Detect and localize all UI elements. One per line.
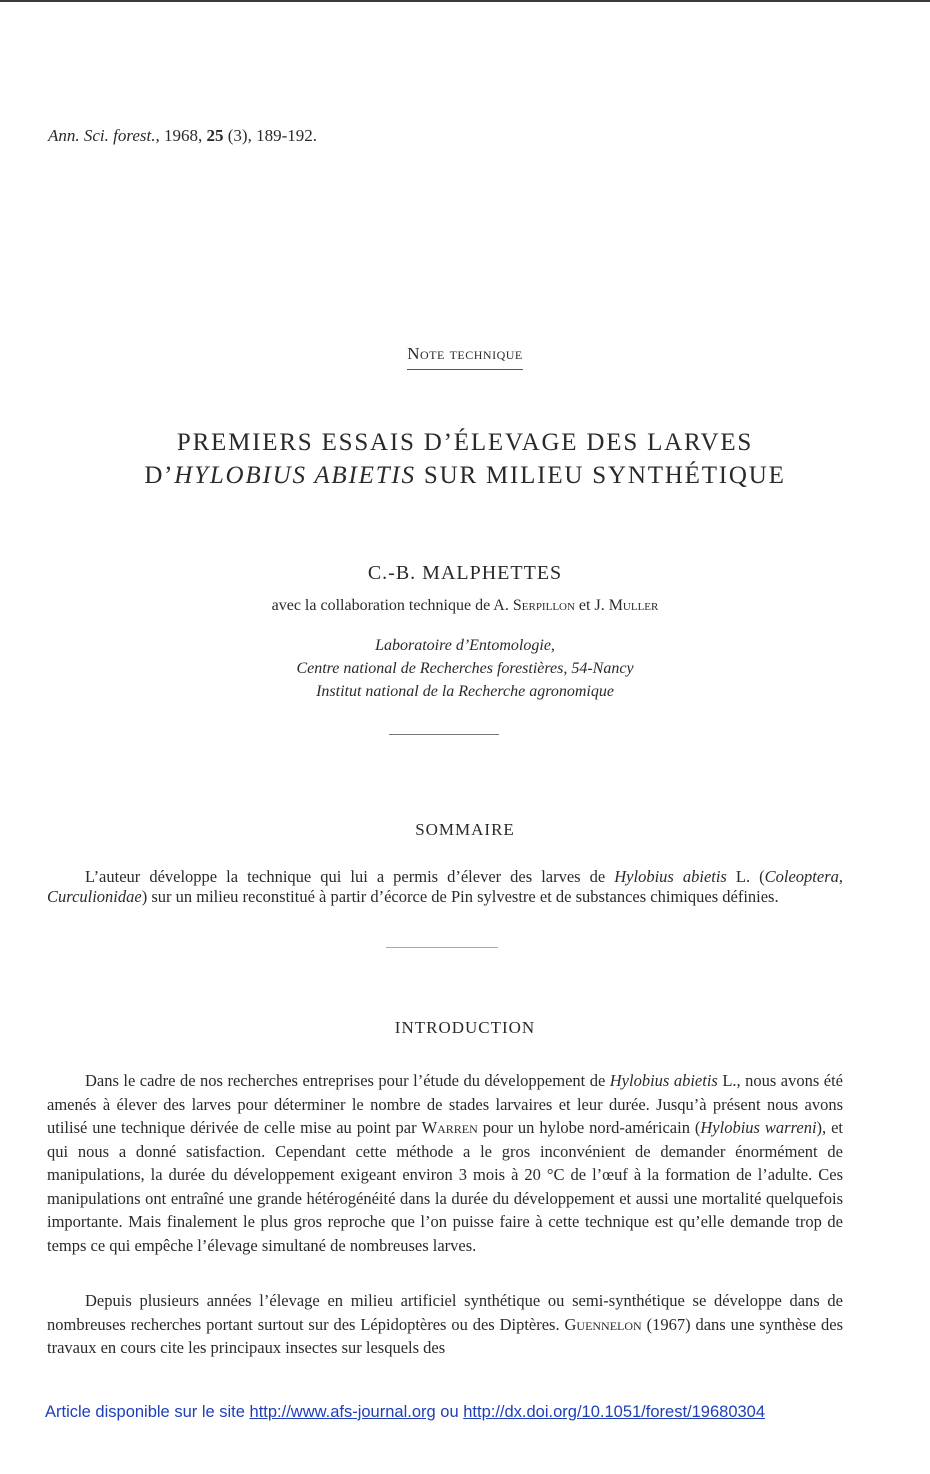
title-line-2-prefix: D’ bbox=[144, 462, 175, 489]
footer-mid: ou bbox=[435, 1403, 464, 1421]
intro-p1-text-2: L., nous avons été amenés à élever des larves pour déterminer le nombre de stades larvaires et leur durée. Jusqu’à présent nous avons utilisé une technique dérivée de celle mise au point par bbox=[47, 1071, 843, 1137]
doi-link[interactable]: http://dx.doi.org/10.1051/forest/19680304 bbox=[463, 1403, 766, 1421]
collab-mid: et J. bbox=[574, 597, 609, 614]
collab-name-2: Muller bbox=[608, 597, 659, 614]
separator-rule bbox=[389, 734, 499, 735]
sommaire-text-1: L’auteur développe la technique qui lui a permis d’élever des larves de bbox=[85, 867, 615, 886]
citation-issue-pages: (3), 189-192. bbox=[223, 126, 317, 145]
footer-prefix: Article disponible sur le site bbox=[45, 1403, 250, 1421]
sommaire-species: Hylobius abietis bbox=[614, 867, 727, 886]
sommaire-taxonomy: Coleoptera, Curculionidae bbox=[47, 867, 843, 906]
note-label bbox=[0, 344, 930, 370]
affiliation-line-1: Laboratoire d’Entomologie, bbox=[375, 637, 555, 654]
title-line-2-suffix: SUR MILIEU SYNTHÉTIQUE bbox=[415, 462, 786, 489]
citation-volume: 25 bbox=[206, 126, 224, 145]
title-species: HYLOBIUS ABIETIS bbox=[174, 462, 416, 489]
journal-name: Ann. Sci. forest. bbox=[48, 126, 156, 145]
affiliation bbox=[0, 634, 930, 703]
intro-p1-species: Hylobius abietis bbox=[609, 1071, 718, 1090]
note-label-text: Note technique bbox=[407, 344, 523, 370]
separator-rule bbox=[386, 947, 498, 948]
introduction-paragraph-2 bbox=[47, 1289, 843, 1360]
collab-prefix: avec la collaboration technique de A. bbox=[271, 597, 513, 614]
paper-title bbox=[0, 426, 930, 492]
affiliation-line-2: Centre national de Recherches forestières, 54-Nancy bbox=[296, 660, 634, 677]
intro-p2-author-guennelon: Guennelon bbox=[564, 1314, 642, 1334]
collab-name-1: Serpillon bbox=[512, 597, 575, 614]
journal-site-link[interactable]: http://www.afs-journal.org bbox=[249, 1403, 436, 1421]
intro-p1-text-1: Dans le cadre de nos recherches entreprises pour l’étude du développement de bbox=[85, 1071, 610, 1090]
top-border-rule bbox=[0, 0, 930, 2]
intro-p1-species-2: Hylobius warreni bbox=[700, 1118, 817, 1137]
intro-p1-author-warren: Warren bbox=[421, 1118, 478, 1137]
sommaire-text-2: L. ( bbox=[726, 867, 765, 886]
affiliation-line-3: Institut national de la Recherche agronomique bbox=[316, 683, 614, 700]
journal-citation bbox=[48, 126, 317, 146]
citation-year: , 1968, bbox=[155, 126, 207, 145]
availability-footer bbox=[45, 1403, 765, 1422]
sommaire-paragraph bbox=[47, 867, 843, 907]
title-line-1: PREMIERS ESSAIS D’ÉLEVAGE DES LARVES bbox=[176, 429, 754, 456]
collaboration-line bbox=[0, 597, 930, 615]
sommaire-text-3: ) sur un milieu reconstitué à partir d’écorce de Pin sylvestre et de substances chimiques définies. bbox=[141, 887, 779, 906]
intro-p2-text-2: (1967) dans une synthèse des travaux en cours cite les principaux insectes sur lesquels des bbox=[47, 1314, 843, 1357]
introduction-heading: INTRODUCTION bbox=[394, 1018, 536, 1037]
intro-p1-text-4: ), et qui nous a donné satisfaction. Cependant cette méthode a le gros inconvénient de demander énormément de manipulations, la durée du développement exigeant environ 3 mois à 20 °C de l’œuf à la formation de l’adulte. Ces manipulations ont entraîné une grande hétérogénéité dans la durée du développement et aussi une mortalité quelquefois importante. Mais finalement le plus gros reproche que l’on puisse faire à cette technique est qu’elle demande trop de temps ce qui empêche l’élevage simultané de nombreuses larves. bbox=[47, 1118, 844, 1255]
sommaire-heading: SOMMAIRE bbox=[415, 820, 515, 839]
introduction-paragraph-1 bbox=[47, 1069, 843, 1257]
author-name: C.-B. MALPHETTES bbox=[367, 562, 563, 584]
intro-p1-text-3: pour un hylobe nord-américain ( bbox=[477, 1118, 701, 1137]
intro-p2-text-1: Depuis plusieurs années l’élevage en milieu artificiel synthétique ou semi-synthétique se développe dans de nombreuses recherches portant surtout sur des Lépidoptères ou des Diptères. bbox=[47, 1291, 843, 1334]
